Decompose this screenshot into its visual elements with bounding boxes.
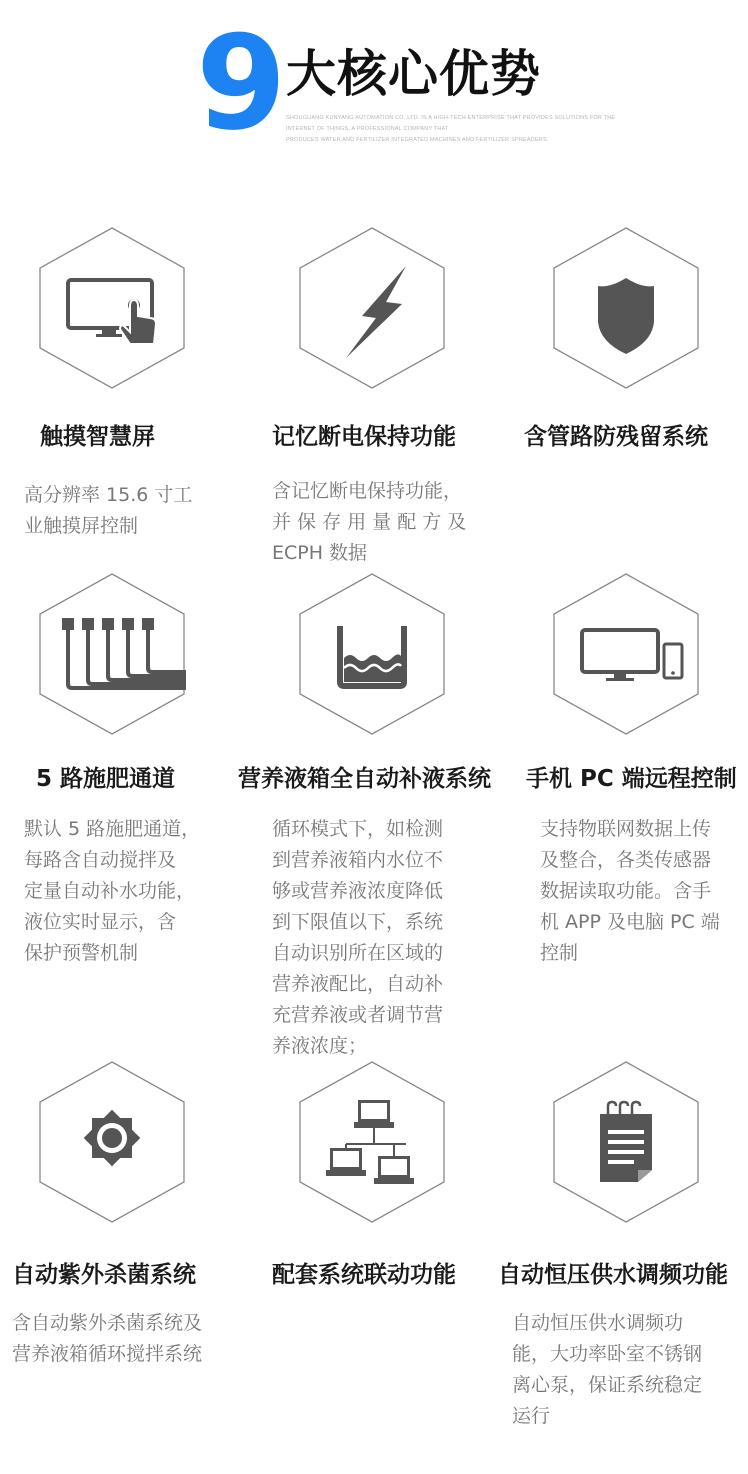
page-title: 大核心优势 — [286, 45, 541, 103]
feature-title: 5 路施肥通道 — [36, 766, 176, 792]
desc-line: 充营养液或者调节营 — [272, 1004, 444, 1026]
desc-line: 循环模式下，如检测 — [272, 818, 444, 840]
uv-sun-icon — [38, 1060, 186, 1224]
desc-line: 营养液配比，自动补 — [272, 973, 444, 995]
desc-line: 含自动紫外杀菌系统及 — [12, 1312, 203, 1334]
feature-title: 自动紫外杀菌系统 — [12, 1262, 196, 1288]
touchscreen-icon — [38, 226, 186, 390]
feature-hex — [38, 226, 186, 390]
desc-line: 到营养液箱内水位不 — [272, 849, 444, 871]
feature-title: 营养液箱全自动补液系统 — [238, 766, 491, 792]
desc-line: 运行 — [512, 1405, 551, 1427]
feature-desc — [512, 1308, 742, 1432]
feature-hex — [38, 1060, 186, 1224]
desc-line: 营养液箱循环搅拌系统 — [12, 1343, 203, 1365]
feature-hex — [552, 226, 700, 390]
lightning-icon — [298, 226, 446, 390]
feature-hex — [552, 1060, 700, 1224]
feature-hex — [298, 226, 446, 390]
desc-line: 够或营养液浓度降低 — [272, 880, 444, 902]
desc-line: 控制 — [540, 942, 579, 964]
desc-line: 保护预警机制 — [24, 942, 139, 964]
feature-hex — [298, 572, 446, 736]
feature-desc — [24, 814, 224, 969]
subtitle-line: PRODUCES WATER AND FERTILIZER INTEGRATED MACHINES AND FERTILIZER SPREADERS. — [286, 137, 549, 143]
desc-line: 每路含自动搅拌及 — [24, 849, 177, 871]
desc-line: 液位实时显示，含 — [24, 911, 177, 933]
desc-line: 能，大功率卧室不锈钢 — [512, 1343, 703, 1365]
desc-line: 默认 5 路施肥通道， — [24, 818, 201, 840]
tank-water-icon — [298, 572, 446, 736]
feature-hex — [552, 572, 700, 736]
desc-line: 机 APP 及电脑 PC 端 — [540, 911, 720, 933]
desc-line: 离心泵，保证系统稳定 — [512, 1374, 703, 1396]
subtitle-line: SHOUGUANG KUNYANG AUTOMATION CO.,LTD. IS A HIGH-TECH ENTERPRISE THAT PROVIDES SOLUTIONS FOR THE — [286, 115, 616, 121]
feature-desc — [12, 1308, 252, 1370]
desc-line: ECPH 数据 — [272, 542, 368, 564]
desc-line: 高分辨率 15.6 寸工 — [24, 484, 193, 506]
desc-line: 数据读取功能。含手 — [540, 880, 712, 902]
feature-desc — [540, 814, 745, 969]
feature-hex — [298, 1060, 446, 1224]
monitor-phone-icon — [552, 572, 700, 736]
feature-title: 配套系统联动功能 — [272, 1262, 456, 1288]
desc-line: 自动识别所在区域的 — [272, 942, 444, 964]
desc-line: 养液浓度； — [272, 1035, 368, 1057]
feature-title: 触摸智慧屏 — [40, 424, 155, 450]
shield-icon — [552, 226, 700, 390]
fertilizer-channels-icon — [38, 572, 186, 736]
network-computers-icon — [298, 1060, 446, 1224]
desc-line: 自动恒压供水调频功 — [512, 1312, 684, 1334]
desc-line: 到下限值以下，系统 — [272, 911, 444, 933]
company-subtitle — [286, 113, 666, 146]
big-number: 9 — [196, 7, 283, 159]
desc-line: 业触摸屏控制 — [24, 515, 139, 537]
feature-desc — [272, 814, 482, 1062]
feature-title: 自动恒压供水调频功能 — [498, 1262, 728, 1288]
feature-title: 含管路防残留系统 — [524, 424, 708, 450]
feature-hex — [38, 572, 186, 736]
desc-line: 及整合，各类传感器 — [540, 849, 712, 871]
desc-line: 定量自动补水功能， — [24, 880, 196, 902]
feature-title: 手机 PC 端远程控制 — [526, 766, 737, 792]
feature-desc — [272, 476, 482, 569]
desc-line: 支持物联网数据上传 — [540, 818, 712, 840]
notepad-icon — [552, 1060, 700, 1224]
header — [0, 0, 748, 170]
feature-desc — [24, 480, 224, 542]
subtitle-line: INTERNET OF THINGS, A PROFESSIONAL COMPANY THAT — [286, 126, 449, 132]
desc-line: 含记忆断电保持功能， — [272, 480, 463, 502]
feature-title: 记忆断电保持功能 — [272, 424, 456, 450]
desc-line: 并 保 存 用 量 配 方 及 — [272, 511, 467, 533]
